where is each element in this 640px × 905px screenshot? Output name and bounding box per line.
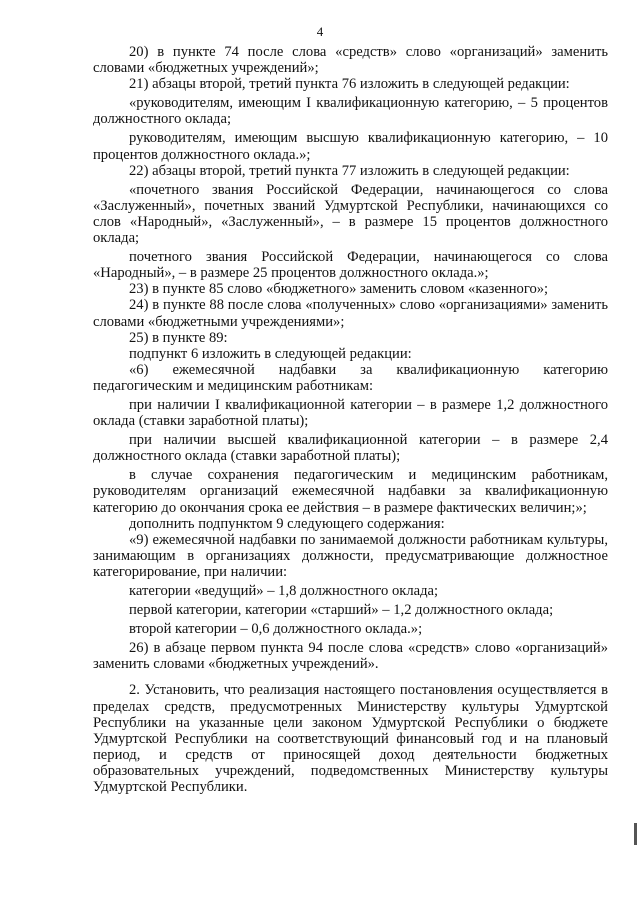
paragraph: «почетного звания Российской Федерации, начинающегося со слова «Заслуженный», почетных званий Удмуртской Республики, начинающихся со слов «Народный», «Заслуженный», – в размере 15 процентов должностного оклада; bbox=[93, 181, 608, 247]
paragraph: при наличии высшей квалификационной категории – в размере 2,4 должностного оклада (ставки заработной платы); bbox=[93, 432, 608, 465]
paragraph: 25) в пункте 89: bbox=[129, 329, 228, 346]
paragraph: 24) в пункте 88 после слова «полученных» слово «организациями» заменить словами «бюджетными учреждениями»; bbox=[93, 297, 608, 330]
paragraph: категории «ведущий» – 1,8 должностного оклада; bbox=[129, 583, 439, 599]
paragraph: 20) в пункте 74 после слова «средств» слово «организаций» заменить словами «бюджетных учреждений»; bbox=[93, 44, 608, 77]
paragraph: «руководителям, имеющим I квалификационную категорию, – 5 процентов должностного оклада; bbox=[93, 95, 608, 128]
paragraph: подпункт 6 изложить в следующей редакции: bbox=[129, 345, 412, 362]
paragraph: дополнить подпунктом 9 следующего содержания: bbox=[129, 515, 445, 532]
page-number: 4 bbox=[316, 24, 324, 39]
paragraph: второй категории – 0,6 должностного оклада.»; bbox=[129, 621, 423, 638]
paragraph: при наличии I квалификационной категории – в размере 1,2 должностного оклада (ставки заработной платы); bbox=[93, 396, 608, 430]
paragraph: 21) абзацы второй, третий пункта 76 изложить в следующей редакции: bbox=[129, 76, 570, 93]
scan-edge-mark bbox=[634, 823, 637, 845]
paragraph: «9) ежемесячной надбавки по занимаемой должности работникам культуры, занимающим в организациях должности, предусматривающие должностное категорирование, при наличии: bbox=[93, 531, 608, 580]
paragraph: 26) в абзаце первом пункта 94 после слова «средств» слово «организаций» заменить словами «бюджетных учреждений». bbox=[93, 640, 608, 673]
paragraph: почетного звания Российской Федерации, начинающегося со слова «Народный», – в размере 25 процентов должностного оклада.»; bbox=[93, 249, 608, 282]
paragraph: в случае сохранения педагогическим и медицинским работникам, руководителям организаций ежемесячной надбавки за квалификационную категорию до окончания срока ее действия – в размере фактических величин;»; bbox=[93, 467, 608, 516]
paragraph: 2. Установить, что реализация настоящего постановления осуществляется в пределах средств, предусмотренных Министерству культуры Удмуртской Республики на указанные цели законом Удмуртской Республики о бюджете Удмуртской Республики на соответствующий финансовый год и на плановый период, и средств от приносящей доход деятельности бюджетных образовательных учреждений, подведомственных Министерству культуры Удмуртской Республики. bbox=[93, 682, 608, 796]
paragraph: руководителям, имеющим высшую квалификационную категорию, – 10 процентов должностного оклада.»; bbox=[93, 130, 608, 163]
paragraph: 23) в пункте 85 слово «бюджетного» заменить словом «казенного»; bbox=[129, 281, 549, 298]
document-body bbox=[93, 44, 608, 795]
paragraph: первой категории, категории «старший» – 1,2 должностного оклада; bbox=[129, 602, 554, 619]
paragraph: 22) абзацы второй, третий пункта 77 изложить в следующей редакции: bbox=[129, 162, 570, 179]
paragraph: «6) ежемесячной надбавки за квалификационную категорию педагогическим и медицинским работникам: bbox=[93, 361, 608, 394]
